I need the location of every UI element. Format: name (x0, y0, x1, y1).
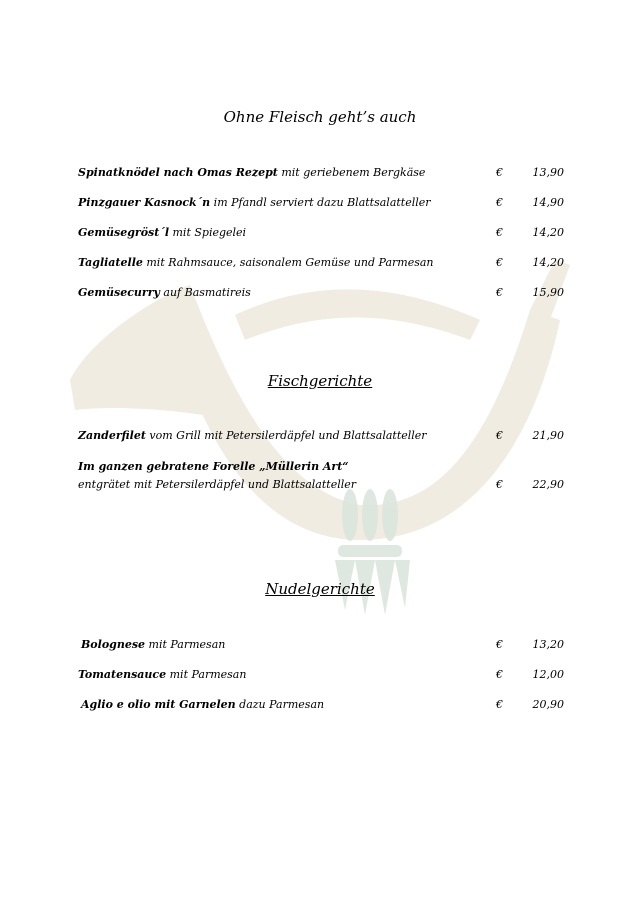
currency-symbol: € (496, 668, 503, 681)
menu-item (78, 458, 568, 494)
section-title-ohne-fleisch: Ohne Fleisch geht’s auch (223, 108, 417, 126)
dish-description: mit geriebenem Bergkäse (281, 166, 426, 179)
dish-description: mit Spiegelei (172, 226, 247, 239)
dish-description: vom Grill mit Petersilerdäpfel und Blattsalatteller (149, 429, 427, 442)
currency-symbol: € (496, 286, 503, 299)
menu-item (78, 224, 568, 242)
dish-price: 15,90 (532, 286, 564, 299)
currency-symbol: € (496, 638, 503, 651)
currency-symbol: € (496, 196, 503, 209)
dish-description: mit Rahmsauce, saisonalem Gemüse und Parmesan (146, 256, 434, 269)
currency-symbol: € (496, 166, 503, 179)
menu-item (78, 284, 568, 302)
currency-symbol: € (496, 429, 503, 442)
menu-item (78, 427, 568, 445)
section-title-nudelgerichte: Nudelgerichte (265, 580, 375, 598)
currency-symbol: € (496, 478, 503, 491)
dish-description: mit Parmesan (169, 668, 247, 681)
currency-symbol: € (496, 226, 503, 239)
currency-symbol: € (496, 698, 503, 711)
dish-name: Gemüsegröst´l (78, 226, 169, 239)
dish-price: 14,20 (532, 226, 564, 239)
dish-price: 22,90 (532, 478, 564, 491)
currency-symbol: € (496, 256, 503, 269)
dish-price: 14,20 (532, 256, 564, 269)
dish-name: Pinzgauer Kasnock´n (78, 196, 211, 209)
menu-item (78, 666, 568, 684)
dish-price: 13,20 (532, 638, 564, 651)
dish-price: 14,90 (532, 196, 564, 209)
dish-name: Im ganzen gebratene Forelle „Müllerin Art“ (78, 460, 349, 473)
menu-item (78, 254, 568, 272)
dish-description: dazu Parmesan (239, 698, 325, 711)
menu-item (78, 696, 568, 714)
dish-price: 20,90 (532, 698, 564, 711)
dish-description: mit Parmesan (148, 638, 226, 651)
dish-price: 12,00 (532, 668, 564, 681)
dish-name: Spinatknödel nach Omas Rezept (78, 166, 278, 179)
dish-description: auf Basmatireis (163, 286, 251, 299)
menu-item (78, 164, 568, 182)
dish-name: Aglio e olio mit Garnelen (81, 698, 236, 711)
dish-name: Tagliatelle (78, 256, 143, 269)
dish-name: Gemüsecurry (78, 286, 160, 299)
dish-name: Bolognese (81, 638, 146, 651)
dish-price: 21,90 (532, 429, 564, 442)
section-title-fischgerichte: Fischgerichte (267, 372, 373, 390)
dish-name: Tomatensauce (78, 668, 167, 681)
menu-item (78, 636, 568, 654)
menu-item (78, 194, 568, 212)
dish-description: entgrätet mit Petersilerdäpfel und Blattsalatteller (78, 478, 357, 491)
dish-description: im Pfandl serviert dazu Blattsalatteller (213, 196, 431, 209)
dish-name: Zanderfilet (78, 429, 146, 442)
dish-price: 13,90 (532, 166, 564, 179)
